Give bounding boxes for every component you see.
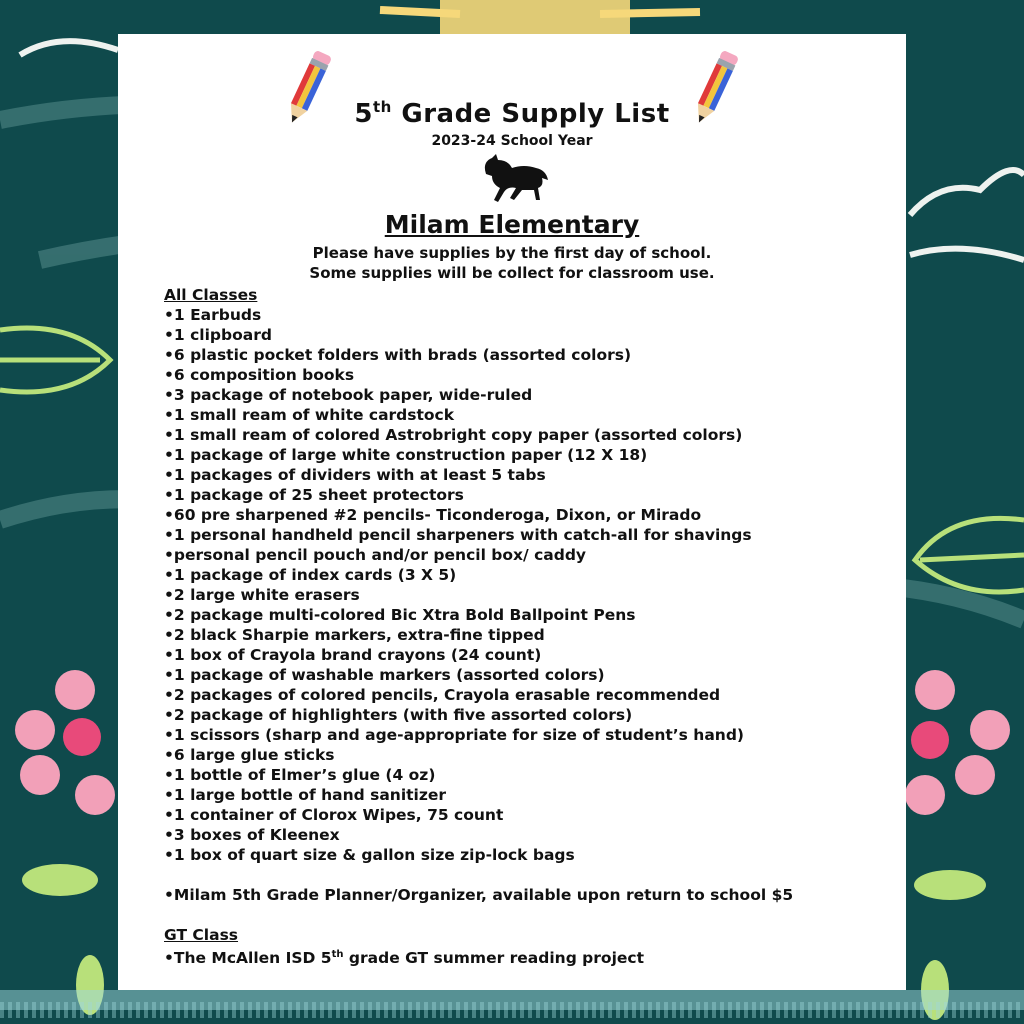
list-item: •6 composition books: [164, 366, 355, 384]
list-item: •60 pre sharpened #2 pencils- Ticonderoga, Dixon, or Mirado: [164, 506, 702, 524]
list-item: •2 package multi-colored Bic Xtra Bold Ballpoint Pens: [164, 606, 636, 624]
list-item: •6 large glue sticks: [164, 746, 335, 764]
list-item: •1 box of Crayola brand crayons (24 count): [164, 646, 542, 664]
section-heading-all-classes: All Classes: [164, 286, 258, 304]
supply-list-sheet: [118, 34, 906, 990]
planner-item: •Milam 5th Grade Planner/Organizer, available upon return to school $5: [164, 886, 794, 904]
list-item: •1 box of quart size & gallon size zip-lock bags: [164, 846, 575, 864]
list-item: •2 package of highlighters (with five assorted colors): [164, 706, 633, 724]
list-item: •1 small ream of white cardstock: [164, 406, 455, 424]
list-item: •1 package of index cards (3 X 5): [164, 566, 457, 584]
list-item: •1 scissors (sharp and age-appropriate for size of student’s hand): [164, 726, 745, 744]
list-item: •1 package of large white construction paper (12 X 18): [164, 446, 648, 464]
list-item: •1 bottle of Elmer’s glue (4 oz): [164, 766, 436, 784]
list-item: •1 packages of dividers with at least 5 tabs: [164, 466, 546, 484]
list-item: •2 black Sharpie markers, extra-fine tipped: [164, 626, 545, 644]
list-item: •2 large white erasers: [164, 586, 360, 604]
horse-icon: [478, 152, 550, 204]
list-item: •3 boxes of Kleenex: [164, 826, 340, 844]
list-item: •1 personal handheld pencil sharpeners with catch-all for shavings: [164, 526, 752, 544]
list-item: •1 clipboard: [164, 326, 272, 344]
instruction-note-1: Please have supplies by the first day of school.: [312, 244, 712, 262]
list-item: •6 plastic pocket folders with brads (assorted colors): [164, 346, 632, 364]
list-item: •1 Earbuds: [164, 306, 262, 324]
supply-list: [164, 285, 894, 968]
school-year: 2023-24 School Year: [431, 133, 593, 149]
list-item: •2 packages of colored pencils, Crayola erasable recommended: [164, 686, 721, 704]
list-item: •1 container of Clorox Wipes, 75 count: [164, 806, 504, 824]
section-heading-gt-class: GT Class: [164, 926, 239, 944]
instruction-note-2: Some supplies will be collect for classroom use.: [309, 264, 715, 282]
list-item: •personal pencil pouch and/or pencil box/ caddy: [164, 546, 587, 564]
spacer: [164, 865, 894, 885]
page-title: 5th Grade Supply List: [354, 98, 670, 129]
grass-border: [0, 1000, 1024, 1010]
list-item: •3 package of notebook paper, wide-ruled: [164, 386, 533, 404]
list-item: •1 small ream of colored Astrobright copy paper (assorted colors): [164, 426, 743, 444]
gt-list-item: •The McAllen ISD 5th grade GT summer reading project: [164, 949, 644, 967]
list-item: •1 large bottle of hand sanitizer: [164, 786, 447, 804]
list-item: •1 package of 25 sheet protectors: [164, 486, 464, 504]
spacer: [164, 905, 894, 925]
list-item: •1 package of washable markers (assorted colors): [164, 666, 605, 684]
school-name: Milam Elementary: [384, 210, 640, 239]
